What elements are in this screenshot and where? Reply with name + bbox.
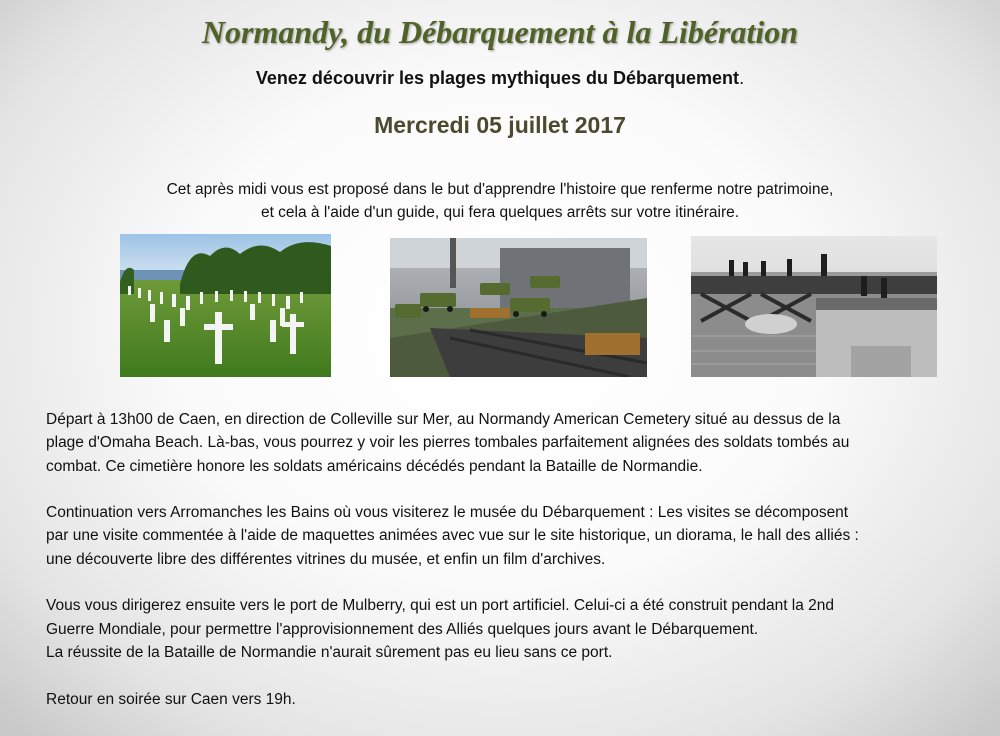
cemetery-photo — [120, 234, 331, 377]
landing-vehicles-photo — [390, 238, 647, 377]
intro-line-2: et cela à l'aide d'un guide, qui fera quelques arrêts sur votre itinéraire. — [260, 204, 740, 221]
subtitle-text: Venez découvrir les plages mythiques du Débarquement — [255, 68, 740, 88]
intro-text — [0, 178, 1000, 224]
event-date: Mercredi 05 juillet 2017 — [374, 112, 626, 138]
paragraph-departure: Départ à 13h00 de Caen, en direction de Colleville sur Mer, au Normandy American Cemetery situé au dessus de la plage d'Omaha Beach. Là-bas, vous pourrez y voir les pierres tombales parfaitement alignées des soldats tombés au combat. Ce cimetière honore les soldats américains décédés pendant la Bataille de Normandie. — [46, 411, 850, 475]
mulberry-harbour-photo — [691, 236, 937, 377]
subtitle-period: . — [739, 68, 745, 88]
page-title: Normandy, du Débarquement à la Libération — [201, 14, 799, 50]
body-text — [46, 408, 976, 734]
paragraph-return: Retour en soirée sur Caen vers 19h. — [46, 690, 296, 708]
subtitle — [0, 68, 1000, 89]
paragraph-arromanches: Continuation vers Arromanches les Bains où vous visiterez le musée du Débarquement : Les visites se décomposent par une visite commentée à l'aide de maquettes animées avec vue sur le site historique, un diorama, le hall des alliés : une découverte libre des différentes vitrines du musée, et enfin un film d'archives. — [46, 504, 859, 568]
intro-line-1: Cet après midi vous est proposé dans le but d'apprendre l'histoire que renferme notre patrimoine, — [166, 181, 834, 198]
paragraph-mulberry: Vous vous dirigerez ensuite vers le port de Mulberry, qui est un port artificiel. Celui-ci a été construit pendant la 2nd Guerre Mondiale, pour permettre l'approvisionnement des Alliés quelques jours avant le Débarquement. La réussite de la Bataille de Normandie n'aurait sûrement pas eu lieu sans ce port. — [46, 597, 835, 661]
